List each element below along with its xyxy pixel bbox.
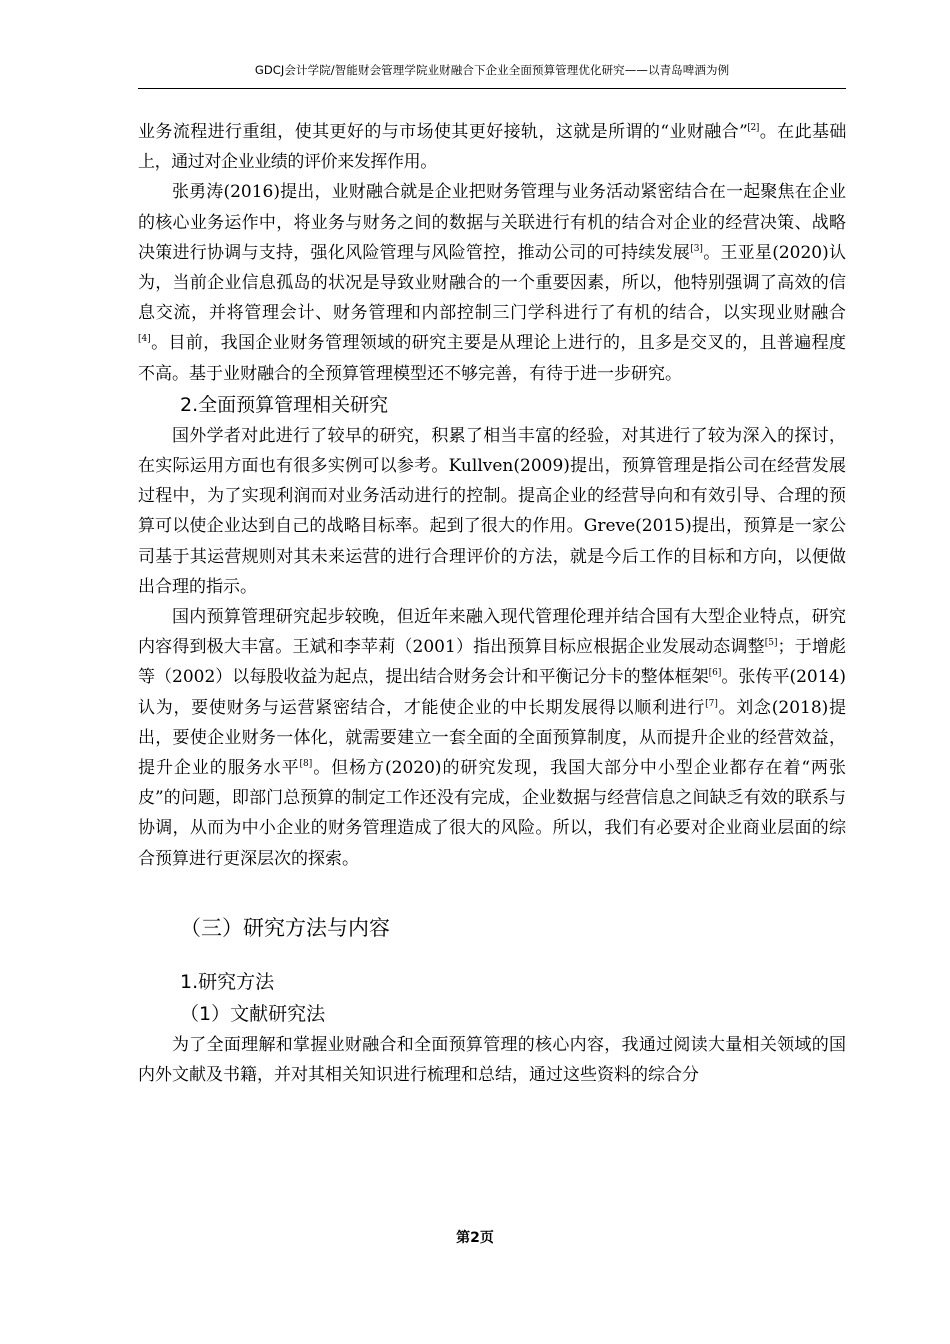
citation-3: [3]: [690, 243, 703, 254]
body-text: [138, 117, 846, 1090]
citation-5: [5]: [764, 638, 778, 649]
citation-6: [6]: [708, 668, 722, 679]
paragraph-2-text: 张勇涛(2016)提出，业财融合就是企业把财务管理与业务活动紧密结合在一起聚焦在企业的核心业务运作中，将业务与财务之间的数据与关联进行有机的结合对企业的经营决策、战略决策进行协调与支持，强化风险管理与风险管控，推动公司的可持续发展: [138, 182, 846, 263]
paragraph-4-text-a: 国内预算管理研究起步较晚，但近年来融入现代管理伦理并结合国有大型企业特点，研究内容得到极大丰富。王斌和李苹莉（2001）指出预算目标应根据企业发展动态调整: [138, 607, 846, 658]
paragraph-2: [138, 177, 846, 388]
paragraph-3: 国外学者对此进行了较早的研究，积累了相当丰富的经验，对其进行了较为深入的探讨，在实际运用方面也有很多实例可以参考。Kullven(2009)提出，预算管理是指公司在经营发展过程中，为了实现利润而对业务活动进行的控制。提高企业的经营导向和有效引导、合理的预算可以使企业达到自己的战略目标率。起到了很大的作用。Greve(2015)提出，预算是一家公司基于其运营规则对其未来运营的进行合理评价的方法，就是今后工作的目标和方向，以便做出合理的指示。: [138, 425, 846, 597]
paragraph-1-text: 业务流程进行重组，使其更好的与市场使其更好接轨，这就是所谓的“业财融合”: [138, 122, 748, 142]
running-header: GDCJ会计学院/智能财会管理学院业财融合下企业全面预算管理优化研究——以青岛啤酒为例: [254, 63, 730, 77]
subsection-heading-methods: 1.研究方法: [180, 970, 275, 993]
paragraph-4-text-d: 。刘念(2018)提出，要使企业财务一体化，就需要建立一套全面的全面预算制度，从而提升企业的经营效益，提升企业的服务水平: [138, 697, 846, 779]
subsection-heading-literature: （1）文献研究法: [180, 1002, 326, 1025]
paragraph-4-text-b: ；于增彪等（2002）以每股收益为起点，提出结合财务会计和平衡记分卡的整体框架: [138, 637, 847, 688]
paragraph-1-text-end: 。在此基础上，通过对企业业绩的评价来发挥作用。: [138, 122, 847, 173]
citation-2: [2]: [747, 123, 759, 133]
paragraph-4-text-e: 。但杨方(2020)的研究发现，我国大部分中小型企业都存在着“两张皮”的问题，即部门总预算的制定工作还没有完成，企业数据与经营信息之间缺乏有效的联系与协调，从而为中小企业的财务管理造成了很大的风险。所以，我们有必要对企业商业层面的综合预算进行更深层次的探索。: [138, 758, 847, 869]
paragraph-4-text-c: 。张传平(2014)认为，要使财务与运营紧密结合，才能使企业的中长期发展得以顺利进行: [138, 667, 846, 718]
paragraph-1: [138, 117, 846, 177]
paragraph-2-text-mid: 。王亚星(2020)认为，当前企业信息孤岛的状况是导致业财融合的一个重要因素，所以，他特别强调了高效的信息交流，并将管理会计、财务管理和内部控制三门学科进行了有机的结合，以实现业财融合: [138, 242, 847, 324]
paragraph-4: [138, 602, 846, 874]
citation-8: [8]: [299, 759, 313, 770]
section-heading-methods: （三）研究方法与内容: [180, 915, 390, 940]
paragraph-5: 为了全面理解和掌握业财融合和全面预算管理的核心内容，我通过阅读大量相关领域的国内外文献及书籍，并对其相关知识进行梳理和总结，通过这些资料的综合分: [138, 1034, 846, 1086]
header-rule: [138, 88, 846, 89]
paragraph-2-text-end: 。目前，我国企业财务管理领域的研究主要是从理论上进行的，且多是交叉的，且普遍程度不高。基于业财融合的全预算管理模型还不够完善，有待于进一步研究。: [138, 333, 846, 384]
citation-7: [7]: [705, 698, 718, 709]
section-heading-budget: 2.全面预算管理相关研究: [180, 393, 389, 416]
citation-4: [4]: [138, 334, 151, 345]
page-number: 第2页: [456, 1230, 494, 1246]
